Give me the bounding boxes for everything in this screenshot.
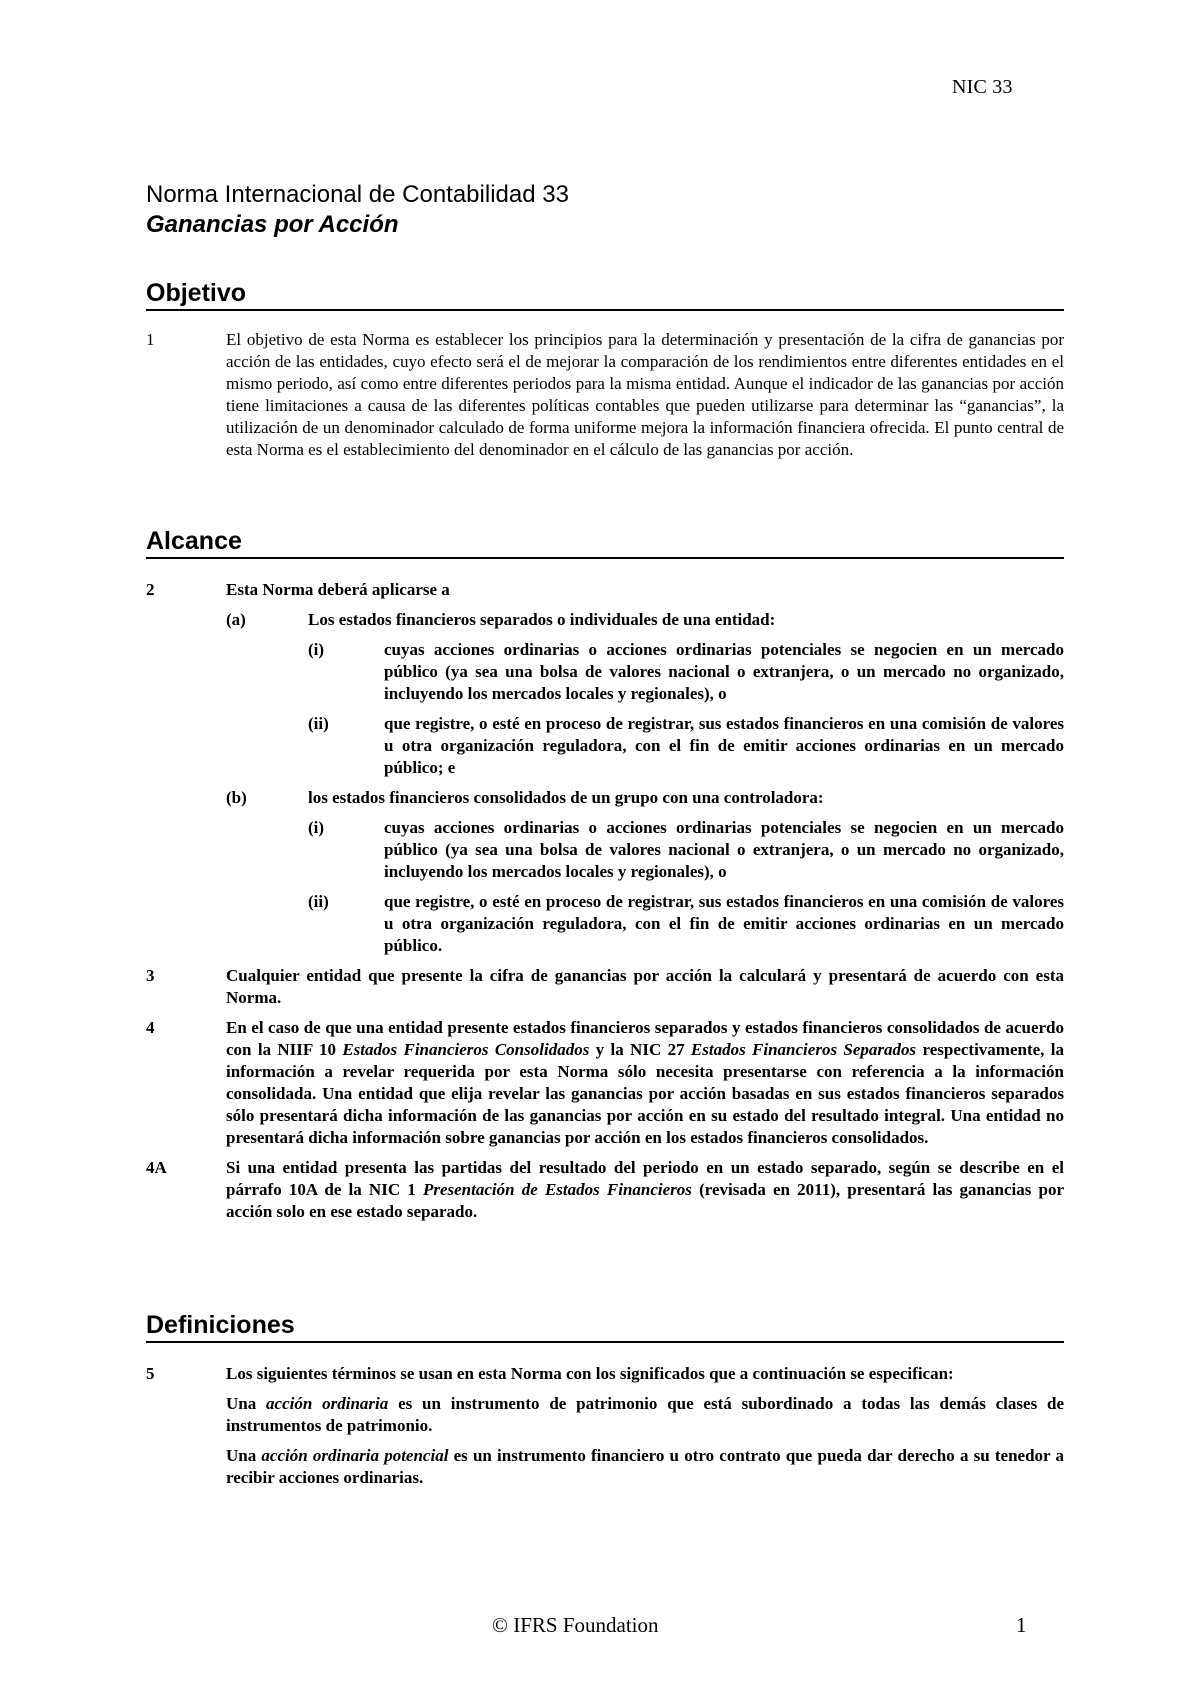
paragraph-number: 1 [146, 330, 155, 349]
text-run: y la NIC 27 [589, 1040, 691, 1059]
defined-term: acción ordinaria [266, 1394, 389, 1413]
footer-page-number: 1 [1016, 1613, 1027, 1637]
page-header-code: NIC 33 [952, 76, 1013, 98]
list-item-b-i [146, 817, 1064, 883]
standard-reference: Estados Financieros Separados [690, 1040, 917, 1059]
list-item-a-i [146, 639, 1064, 705]
list-item-a [146, 609, 1064, 631]
list-item-text: que registre, o esté en proceso de registrar, sus estados financieros en una comisión de valores u otra organización reguladora, con el fin de emitir acciones ordinarias en un mercado público; e [384, 714, 1064, 777]
section-heading-alcance: Alcance [146, 526, 1064, 559]
list-item-b-ii [146, 891, 1064, 957]
text-run: Si una entidad presenta las partidas del resultado del periodo en un estado separado, según se describe en el párrafo 10A de la NIC 1 [226, 1158, 1064, 1199]
list-item-text: Los estados financieros separados o individuales de una entidad: [308, 610, 776, 629]
section-alcance [146, 526, 1064, 1223]
list-item-a-ii [146, 713, 1064, 779]
list-item-text: cuyas acciones ordinarias o acciones ordinarias potenciales se negocien en un mercado público (ya sea una bolsa de valores nacional o extranjera, o un mercado no organizado, incluyendo los mercados locales y regionales), o [384, 640, 1064, 703]
definition-accion-ordinaria [226, 1393, 1064, 1437]
list-marker: (b) [226, 788, 247, 807]
standard-subtitle: Ganancias por Acción [146, 211, 399, 238]
paragraph-number: 5 [146, 1364, 155, 1383]
paragraph-2 [146, 579, 1064, 601]
text-run: es un instrumento financiero u otro contrato que pueda dar derecho a su tenedor a recibir acciones ordinarias. [226, 1446, 1064, 1487]
list-item-text: cuyas acciones ordinarias o acciones ordinarias potenciales se negocien en un mercado público (ya sea una bolsa de valores nacional o extranjera, o un mercado no organizado, incluyendo los mercados locales y regionales), o [384, 818, 1064, 881]
section-objetivo [146, 278, 1064, 461]
text-run: (revisada en 2011), presentará las ganancias por acción solo en ese estado separado. [226, 1180, 1064, 1221]
paragraph-1 [146, 329, 1064, 461]
section-heading-definiciones: Definiciones [146, 1310, 1064, 1343]
text-run: En el caso de que una entidad presente estados financieros separados y estados financieros consolidados de acuerdo con la NIIF 10 [226, 1018, 1064, 1059]
text-run: Una [226, 1394, 267, 1413]
list-item-text: que registre, o esté en proceso de registrar, sus estados financieros en una comisión de valores u otra organización reguladora, con el fin de emitir acciones ordinarias en un mercado público. [384, 892, 1064, 955]
paragraph-text: Los siguientes términos se usan en esta Norma con los significados que a continuación se especifican: [226, 1364, 954, 1383]
paragraph-number: 2 [146, 580, 155, 599]
list-item-b [146, 787, 1064, 809]
definition-accion-ordinaria-potencial [226, 1445, 1064, 1489]
paragraph-text [226, 1017, 1064, 1149]
text-run: respectivamente, la información a revelar requerida por esta Norma sólo necesita presentarse con referencia a la información consolidada. Una entidad que elija revelar las ganancias por acción basadas en sus estados financieros separados sólo presentará dicha información de las ganancias por acción en su estado del resultado integral. Una entidad no presentará dicha información sobre ganancias por acción en los estados financieros consolidados. [226, 1040, 1064, 1147]
standard-title: Norma Internacional de Contabilidad 33 [146, 181, 569, 208]
paragraph-number: 3 [146, 966, 155, 985]
paragraph-text: Esta Norma deberá aplicarse a [226, 580, 450, 599]
footer-copyright: © IFRS Foundation [492, 1613, 659, 1637]
text-run: Una [226, 1446, 262, 1465]
title-block [146, 180, 569, 240]
paragraph-5 [146, 1363, 1064, 1385]
list-marker: (ii) [308, 892, 329, 911]
paragraph-3 [146, 965, 1064, 1009]
paragraph-4 [146, 1017, 1064, 1149]
paragraph-text [226, 1157, 1064, 1223]
section-heading-objetivo: Objetivo [146, 278, 1064, 311]
defined-term: acción ordinaria potencial [261, 1446, 449, 1465]
paragraph-number: 4 [146, 1018, 155, 1037]
list-marker: (ii) [308, 714, 329, 733]
paragraph-4a [146, 1157, 1064, 1223]
paragraph-text: El objetivo de esta Norma es establecer los principios para la determinación y presentación de la cifra de ganancias por acción de las entidades, cuyo efecto será el de mejorar la comparación de los rendimientos entre diferentes entidades en el mismo periodo, así como entre diferentes periodos para la misma entidad. Aunque el indicador de las ganancias por acción tiene limitaciones a causa de las diferentes políticas contables que pueden utilizarse para determinar las “ganancias”, la utilización de un denominador calculado de forma uniforme mejora la información financiera ofrecida. El punto central de esta Norma es el establecimiento del denominador en el cálculo de las ganancias por acción. [226, 330, 1064, 459]
list-marker: (i) [308, 818, 325, 837]
section-definiciones [146, 1310, 1064, 1489]
list-marker: (i) [308, 640, 325, 659]
standard-reference: Presentación de Estados Financieros [422, 1180, 692, 1199]
list-marker: (a) [226, 610, 246, 629]
text-run: es un instrumento de patrimonio que está subordinado a todas las demás clases de instrumentos de patrimonio. [226, 1394, 1064, 1435]
paragraph-number: 4A [146, 1158, 167, 1177]
paragraph-text: Cualquier entidad que presente la cifra de ganancias por acción la calculará y presentará de acuerdo con esta Norma. [226, 966, 1064, 1007]
list-item-text: los estados financieros consolidados de un grupo con una controladora: [308, 788, 824, 807]
standard-reference: Estados Financieros Consolidados [342, 1040, 590, 1059]
